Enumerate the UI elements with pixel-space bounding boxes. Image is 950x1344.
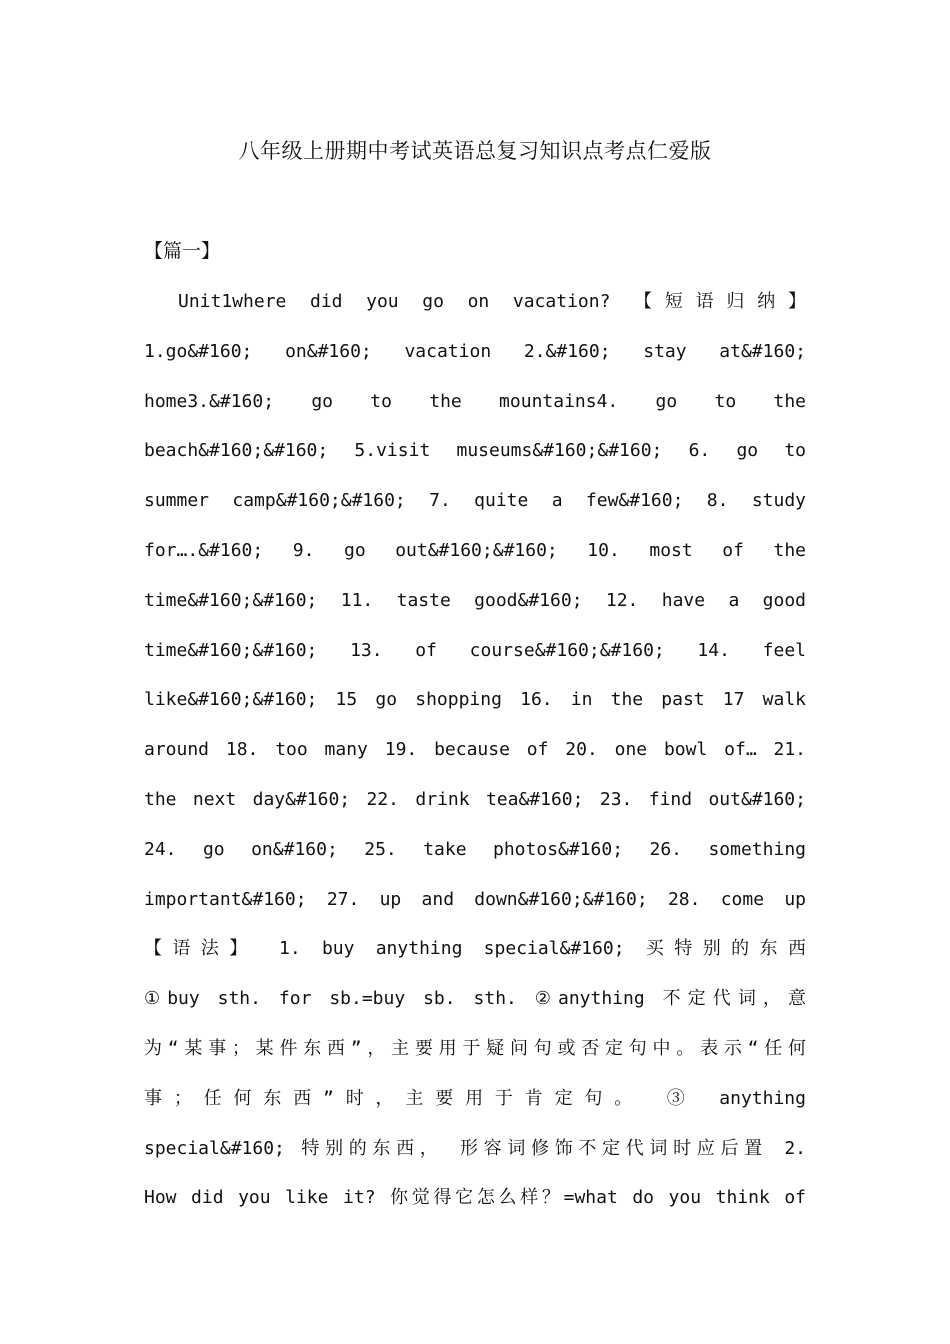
body-line: around 18. too many 19. because of 20. one bowl of… 21. <box>144 739 806 761</box>
body-line: time&#160;&#160; 11. taste good&#160; 12. have a good <box>144 589 806 611</box>
body-line: 24. go on&#160; 25. take photos&#160; 26. something <box>144 838 806 860</box>
body-line: beach&#160;&#160; 5.visit museums&#160;&#160; 6. go to <box>144 440 806 462</box>
page-title: 八年级上册期中考试英语总复习知识点考点仁爱版 <box>238 139 712 163</box>
body-line: summer camp&#160;&#160; 7. quite a few&#160; 8. study <box>144 490 806 512</box>
body-line: How did you like it? 你觉得它怎么样？=what do you think of <box>144 1187 806 1209</box>
body-line: 【语法】 1. buy anything special&#160; 买特别的东西 <box>144 938 806 960</box>
body-line: the next day&#160; 22. drink tea&#160; 23. find out&#160; <box>144 788 806 810</box>
body-line: home3.&#160; go to the mountains4. go to the <box>144 390 806 412</box>
body-text <box>144 282 806 1228</box>
section-label: 【篇一】 <box>144 240 221 262</box>
body-line: for….&#160; 9. go out&#160;&#160; 10. most of the <box>144 539 806 561</box>
body-line: time&#160;&#160; 13. of course&#160;&#160; 14. feel <box>144 639 806 661</box>
body-line: 为“某事；某件东西”，主要用于疑问句或否定句中。表示“任何 <box>144 1037 806 1059</box>
body-line: like&#160;&#160; 15 go shopping 16. in the past 17 walk <box>144 689 806 711</box>
body-line: ①buy sth. for sb.=buy sb. sth. ②anything 不定代词，意 <box>144 988 806 1010</box>
body-line: 1.go&#160; on&#160; vacation 2.&#160; stay at&#160; <box>144 340 806 362</box>
body-line: important&#160; 27. up and down&#160;&#160; 28. come up <box>144 888 806 910</box>
body-line: Unit1where did you go on vacation? 【短语归纳】 <box>178 291 806 312</box>
body-line: special&#160; 特别的东西， 形容词修饰不定代词时应后置 2. <box>144 1137 806 1159</box>
body-line: 事；任何东西”时，主要用于肯定句。 ③ anything <box>144 1087 806 1109</box>
